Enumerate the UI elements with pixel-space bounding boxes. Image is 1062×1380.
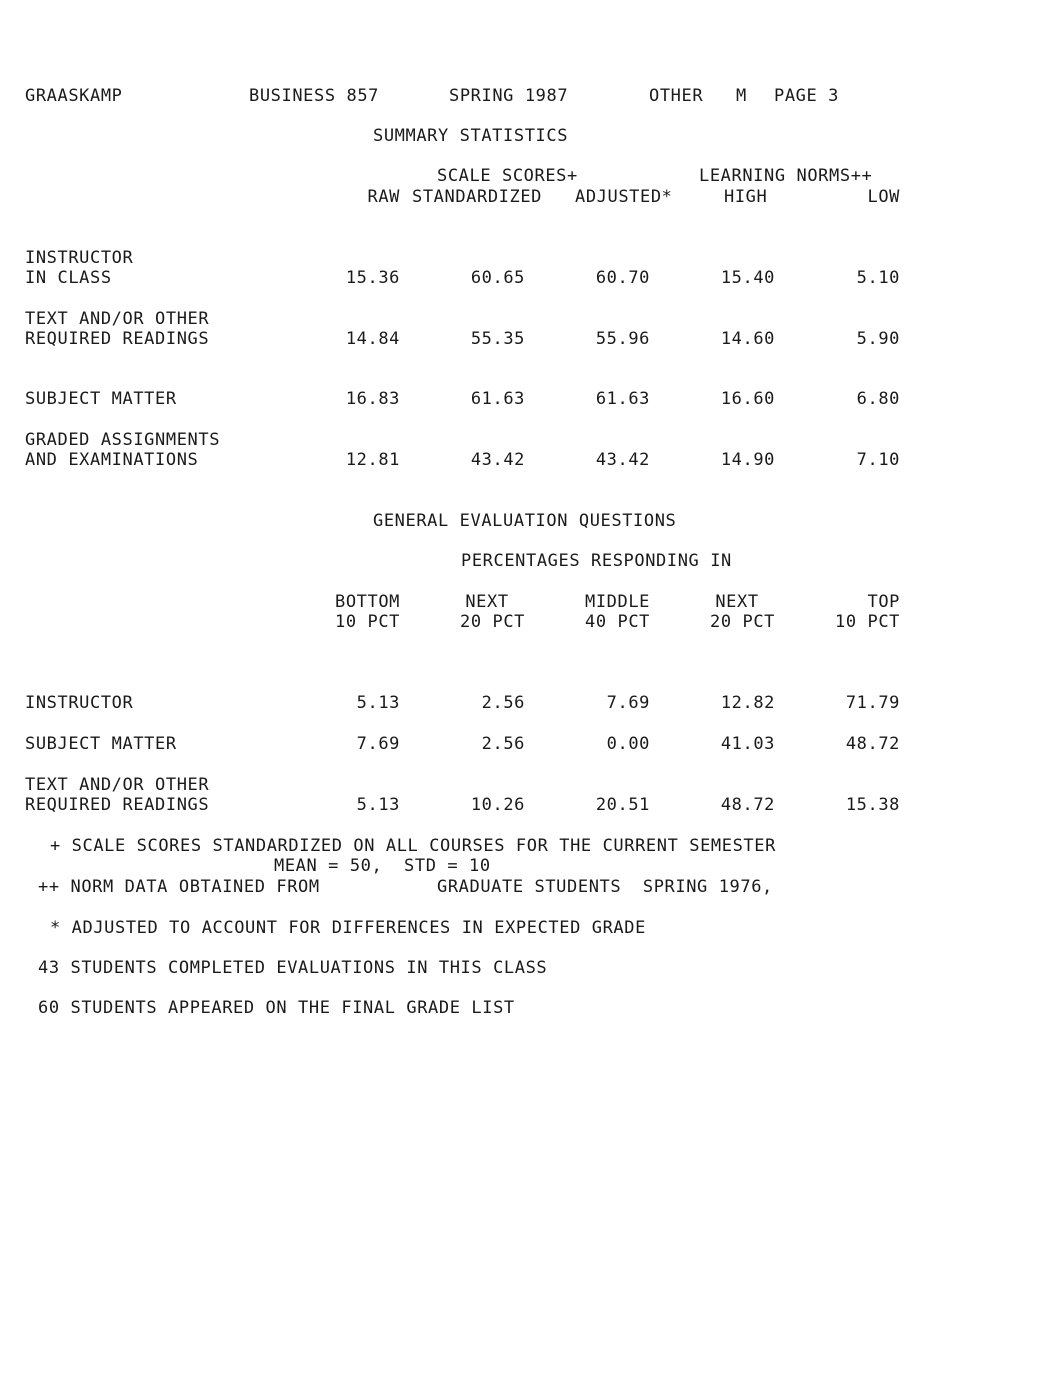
general-cell: 20.51 [595, 795, 650, 815]
general-title: GENERAL EVALUATION QUESTIONS [373, 511, 677, 531]
summary-cell: 61.63 [595, 389, 650, 409]
summary-row-label: INSTRUCTOR [25, 248, 134, 268]
header-term: SPRING 1987 [449, 86, 569, 106]
summary-cell: 14.84 [345, 329, 400, 349]
general-cell: 48.72 [720, 795, 775, 815]
summary-row-label: TEXT AND/OR OTHER [25, 309, 210, 329]
summary-cell: 43.42 [470, 450, 525, 470]
col-header-standardized: STANDARDIZED [412, 187, 543, 207]
summary-cell: 5.90 [856, 329, 900, 349]
summary-cell: 55.35 [470, 329, 525, 349]
col-header-raw: RAW [367, 187, 400, 207]
header-page: PAGE 3 [774, 86, 840, 106]
summary-cell: 61.63 [470, 389, 525, 409]
general-cell: 12.82 [720, 693, 775, 713]
header-course: BUSINESS 857 [249, 86, 380, 106]
general-cell: 2.56 [481, 734, 525, 754]
summary-cell: 14.90 [720, 450, 775, 470]
pct-col-header: 10 PCT [834, 612, 900, 632]
general-cell: 10.26 [470, 795, 525, 815]
summary-cell: 16.83 [345, 389, 400, 409]
summary-row-label: IN CLASS [25, 268, 112, 288]
general-cell: 0.00 [606, 734, 650, 754]
general-cell: 2.56 [481, 693, 525, 713]
general-cell: 5.13 [356, 693, 400, 713]
col-header-adjusted: ADJUSTED* [575, 187, 673, 207]
note-scale: + SCALE SCORES STANDARDIZED ON ALL COURSES FOR THE CURRENT SEMESTER [50, 836, 776, 856]
col-header-high: HIGH [724, 187, 768, 207]
pct-col-header: 20 PCT [709, 612, 775, 632]
summary-cell: 6.80 [856, 389, 900, 409]
learning-norms-header: LEARNING NORMS++ [699, 166, 873, 186]
summary-cell: 12.81 [345, 450, 400, 470]
col-header-low: LOW [867, 187, 900, 207]
summary-cell: 60.65 [470, 268, 525, 288]
general-cell: 71.79 [845, 693, 900, 713]
note-norm-suffix: GRADUATE STUDENTS SPRING 1976, [437, 877, 773, 897]
summary-row-label: AND EXAMINATIONS [25, 450, 199, 470]
general-cell: 5.13 [356, 795, 400, 815]
summary-cell: 43.42 [595, 450, 650, 470]
general-row-label: SUBJECT MATTER [25, 734, 177, 754]
summary-cell: 7.10 [856, 450, 900, 470]
summary-cell: 55.96 [595, 329, 650, 349]
note-completed: 43 STUDENTS COMPLETED EVALUATIONS IN THIS CLASS [38, 958, 548, 978]
scale-scores-header: SCALE SCORES+ [437, 166, 578, 186]
summary-cell: 15.36 [345, 268, 400, 288]
general-row-label: TEXT AND/OR OTHER [25, 775, 210, 795]
pct-col-header: NEXT [715, 592, 759, 612]
pct-col-header: 20 PCT [459, 612, 525, 632]
pct-col-header: 10 PCT [334, 612, 400, 632]
pct-col-header: 40 PCT [584, 612, 650, 632]
note-norm-prefix: ++ NORM DATA OBTAINED FROM [38, 877, 320, 897]
general-cell: 15.38 [845, 795, 900, 815]
note-scale-params: MEAN = 50, STD = 10 [274, 856, 491, 876]
summary-row-label: GRADED ASSIGNMENTS [25, 430, 221, 450]
general-row-label: INSTRUCTOR [25, 693, 134, 713]
general-row-label: REQUIRED READINGS [25, 795, 210, 815]
general-subtitle: PERCENTAGES RESPONDING IN [461, 551, 732, 571]
summary-row-label: SUBJECT MATTER [25, 389, 177, 409]
summary-cell: 5.10 [856, 268, 900, 288]
summary-cell: 60.70 [595, 268, 650, 288]
general-cell: 48.72 [845, 734, 900, 754]
pct-col-header: MIDDLE [584, 592, 650, 612]
summary-row-label: REQUIRED READINGS [25, 329, 210, 349]
summary-cell: 16.60 [720, 389, 775, 409]
general-cell: 7.69 [606, 693, 650, 713]
header-flag: M [736, 86, 747, 106]
pct-col-header: BOTTOM [334, 592, 400, 612]
summary-title: SUMMARY STATISTICS [373, 126, 569, 146]
note-appeared: 60 STUDENTS APPEARED ON THE FINAL GRADE LIST [38, 998, 515, 1018]
pct-col-header: TOP [867, 592, 900, 612]
header-category: OTHER [649, 86, 704, 106]
summary-cell: 15.40 [720, 268, 775, 288]
header-name: GRAASKAMP [25, 86, 123, 106]
summary-cell: 14.60 [720, 329, 775, 349]
general-cell: 7.69 [356, 734, 400, 754]
general-cell: 41.03 [720, 734, 775, 754]
pct-col-header: NEXT [465, 592, 509, 612]
note-adjusted: * ADJUSTED TO ACCOUNT FOR DIFFERENCES IN EXPECTED GRADE [50, 918, 646, 938]
